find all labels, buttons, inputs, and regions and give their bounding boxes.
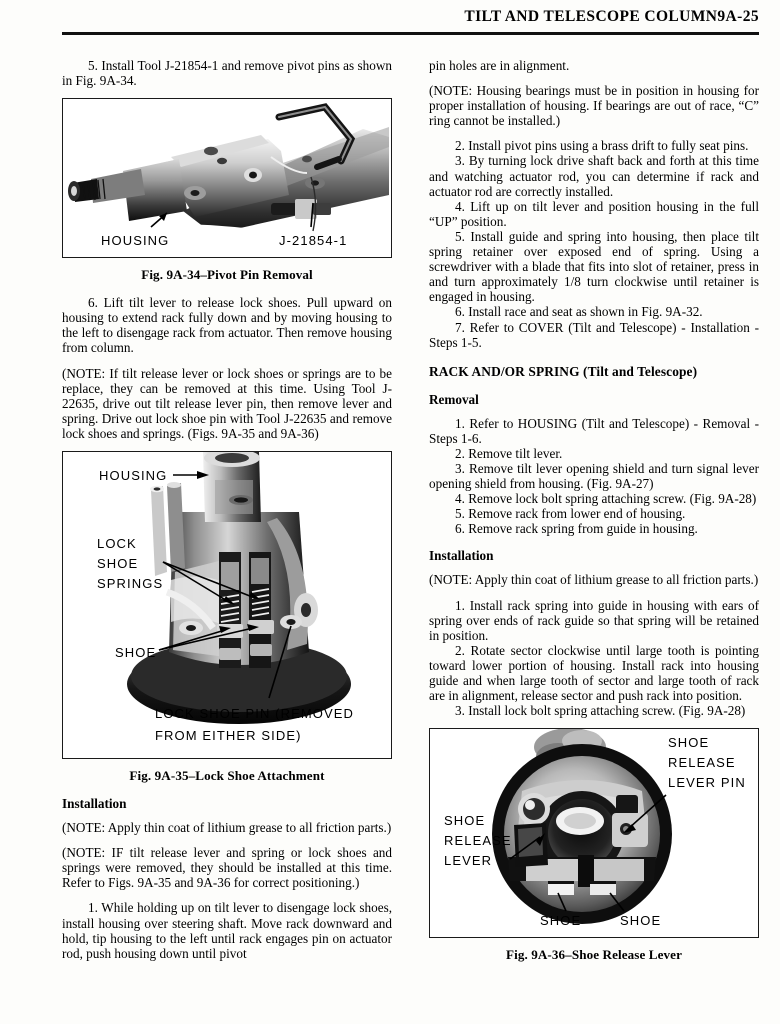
paragraph-right-note-2: (NOTE: Apply thin coat of lithium grease to all friction parts.) [429, 572, 759, 588]
paragraph-step-7: 7. Refer to COVER (Tilt and Telescope) - Installation - Steps 1-5. [429, 319, 759, 350]
paragraph-left-note-3: (NOTE: IF tilt release lever and spring or lock shoes and springs were removed, they should be installed at this time. Refer to Figs. 9A-35 and 9A-36 for correct positioning.) [62, 845, 392, 891]
paragraph-step-5: 5. Install guide and spring into housing, then place tilt spring retainer over exposed end of spring. Using a screwdriver with a blade that fits into slot of retainer, press in and turn approximately 1/8 turn clockwise until retainer is engaged in housing. [429, 228, 759, 305]
figure-9a-35-caption: Fig. 9A-35–Lock Shoe Attachment [129, 768, 325, 784]
figure-9a-34-caption: Fig. 9A-34–Pivot Pin Removal [141, 267, 313, 283]
section-heading-rack-spring: RACK AND/OR SPRING (Tilt and Telescope) [429, 363, 698, 379]
svg-text:SHOE: SHOE [97, 556, 139, 572]
label-pin-line2: FROM EITHER SIDE) [155, 728, 302, 744]
paragraph-removal-3: 3. Remove tilt lever opening shield and turn signal lever opening shield from housing. (Fig. 9A-27) [429, 460, 759, 492]
svg-text:LEVER PIN: LEVER PIN [668, 775, 746, 791]
label-pin-line1: LOCK SHOE PIN (REMOVED [155, 706, 355, 722]
svg-text:LOCK: LOCK [97, 536, 137, 552]
svg-text:SHOE: SHOE [668, 735, 710, 751]
removal-heading: Removal [429, 391, 479, 407]
paragraph-step-4: 4. Lift up on tilt lever and position housing in the full “UP” position. [429, 198, 759, 229]
paragraph-right-note-1: (NOTE: Housing bearings must be in position in housing for proper installation of housing. If bearings are out of race, “C” ring cannot be installed.) [429, 83, 759, 129]
figure-9a-35 [62, 451, 392, 759]
paragraph-left-note-2: (NOTE: Apply thin coat of lithium grease to all friction parts.) [62, 820, 392, 836]
right-installation-heading: Installation [429, 548, 494, 564]
paragraph-removal-5: 5. Remove rack from lower end of housing. [455, 506, 686, 522]
svg-text:SHOE: SHOE [620, 913, 662, 929]
paragraph-step-2: 2. Install pivot pins using a brass drift to fully seat pins. [455, 138, 749, 154]
header-title: TILT AND TELESCOPE COLUMN [464, 8, 718, 25]
figure-9a-36-image [430, 729, 756, 934]
paragraph-step-6: 6. Lift tilt lever to release lock shoes. Pull upward on housing to extend rack fully down and by moving housing to the left to disengage rack from actuator. Then remove housing from column. [62, 295, 392, 356]
right-column [429, 58, 759, 975]
paragraph-continuation: pin holes are in alignment. [429, 58, 570, 73]
svg-text:SHOE: SHOE [444, 813, 486, 829]
paragraph-step-6: 6. Install race and seat as shown in Fig. 9A-32. [455, 304, 703, 320]
svg-text:HOUSING: HOUSING [101, 233, 170, 249]
paragraph-right-install-1: 1. Install rack spring into guide in housing with ears of spring over ends of rack guide so that spring will be retained in position. [429, 597, 759, 643]
paragraph-step-3: 3. By turning lock drive shaft back and forth at this time and watching actuator rod, you can determine if rack and actuator rod are correctly installed. [429, 153, 759, 199]
paragraph-left-install-1: 1. While holding up on tilt lever to disengage lock shoes, install housing over steering shaft. Move rack downward and hold, tip housing to the left until rack engages pin on actuator rod, push housing down until pivot [62, 900, 392, 961]
paragraph-removal-4: 4. Remove lock bolt spring attaching screw. (Fig. 9A-28) [455, 491, 757, 507]
paragraph-removal-6: 6. Remove rack spring from guide in housing. [455, 521, 698, 537]
page-number: 9A-25 [717, 8, 759, 25]
svg-text:LEVER: LEVER [444, 853, 493, 869]
figure-9a-34 [62, 98, 392, 258]
svg-text:RELEASE: RELEASE [668, 755, 736, 771]
header-divider [62, 32, 759, 35]
paragraph-removal-1: 1. Refer to HOUSING (Tilt and Telescope) - Removal - Steps 1-6. [429, 415, 759, 446]
figure-9a-36 [429, 728, 759, 938]
paragraph-right-install-3: 3. Install lock bolt spring attaching screw. (Fig. 9A-28) [455, 703, 746, 719]
svg-text:SHOE: SHOE [115, 645, 157, 661]
paragraph-note-1: (NOTE: If tilt release lever or lock shoes or springs are to be replace, they can be removed at this time. Using Tool J-22635, drive out tilt release lever pin, then remove lever and spring. Drive out lock shoe pin with Tool J-22635 and remove lock shoes and springs. (Figs. 9A-35 and 9A-36) [62, 365, 392, 441]
figure-9a-34-image [63, 99, 389, 254]
figure-9a-35-image [63, 452, 389, 755]
label-housing: HOUSING [99, 468, 168, 484]
svg-text:RELEASE: RELEASE [444, 833, 512, 849]
svg-text:J-21854-1: J-21854-1 [279, 233, 348, 249]
left-column [62, 58, 392, 971]
svg-text:SPRINGS: SPRINGS [97, 576, 164, 592]
svg-text:SHOE: SHOE [540, 913, 582, 929]
figure-9a-36-caption: Fig. 9A-36–Shoe Release Lever [506, 947, 682, 963]
paragraph-removal-2: 2. Remove tilt lever. [455, 445, 563, 461]
page-header [62, 8, 759, 26]
paragraph-step-5: 5. Install Tool J-21854-1 and remove pivot pins as shown in Fig. 9A-34. [62, 58, 392, 89]
left-installation-heading: Installation [62, 796, 127, 812]
paragraph-right-install-2: 2. Rotate sector clockwise until large tooth is pointing toward lower portion of housing. Install rack into housing guide and when large tooth of sector and large tooth of rack are in alignment, release sector and push rack into position. [429, 642, 759, 704]
